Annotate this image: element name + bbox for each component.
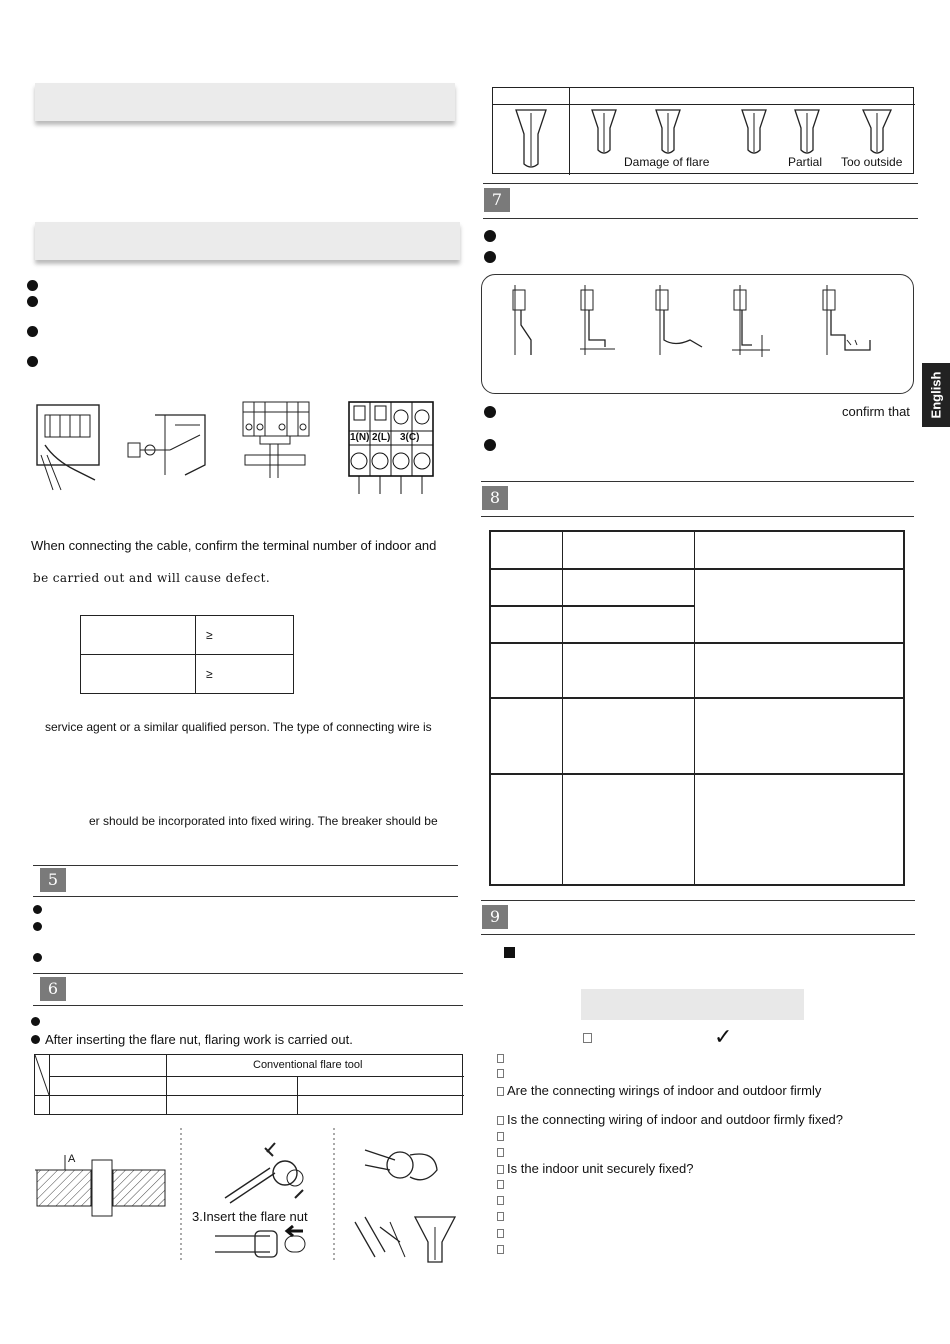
- table-grid: [491, 697, 903, 699]
- divider: [33, 1005, 463, 1006]
- divider: [481, 516, 914, 517]
- table-grid: [694, 532, 695, 884]
- checklist-checkbox[interactable]: [497, 1069, 504, 1078]
- checklist-checkbox[interactable]: [497, 1132, 504, 1141]
- checklist-checkbox[interactable]: [497, 1148, 504, 1157]
- section-9-number: 9: [482, 905, 508, 929]
- too-outside-label: Too outside: [841, 155, 903, 169]
- bullet: [27, 356, 38, 367]
- table-grid: [491, 605, 695, 607]
- terminal-label-2: 2(L): [372, 432, 391, 443]
- divider: [481, 934, 915, 935]
- section-7-number: 7: [484, 188, 510, 212]
- flare-dimension-illustration: [35, 1150, 167, 1220]
- divider: [33, 896, 458, 897]
- checklist-checkbox[interactable]: [497, 1245, 504, 1254]
- flare-instruction: After inserting the flare nut, flaring work is carried out.: [45, 1032, 353, 1047]
- dimension-a-label: A: [68, 1153, 76, 1165]
- drain-example-4: [722, 285, 772, 360]
- table-grid: [491, 773, 903, 775]
- wiring-note-line2: be carried out and will cause defect.: [33, 571, 271, 585]
- checklist-checkbox[interactable]: [497, 1116, 504, 1125]
- header-band-1: [35, 83, 455, 121]
- terminal-block-illustration: [348, 401, 434, 495]
- wire-label-cell: [81, 616, 196, 655]
- pipe-cutter-illustration: [215, 1138, 315, 1208]
- section-5-number: 5: [40, 868, 66, 892]
- bullet: [33, 953, 42, 962]
- checklist-checkbox[interactable]: [497, 1180, 504, 1189]
- bullet: [31, 1017, 40, 1026]
- table-row: [81, 655, 294, 694]
- divider: [481, 481, 914, 482]
- square-bullet: [504, 947, 515, 958]
- insert-flare-nut-label: 3.Insert the flare nut: [192, 1209, 308, 1224]
- divider: [483, 218, 918, 219]
- bullet: [31, 1035, 40, 1044]
- drain-example-3: [650, 285, 705, 355]
- bullet: [27, 280, 38, 291]
- table-grid: [35, 1095, 464, 1096]
- dotted-divider: [333, 1128, 335, 1263]
- checklist-checkbox[interactable]: [497, 1165, 504, 1174]
- bullet: [33, 905, 42, 914]
- service-agent-line: service agent or a similar qualified person. The type of connecting wire is: [45, 720, 432, 734]
- section-8-table: [489, 530, 905, 886]
- checklist-item: Is the indoor unit securely fixed?: [507, 1161, 694, 1176]
- damaged-flare-illustration-3: [740, 108, 768, 156]
- bullet: [33, 922, 42, 931]
- bullet: [27, 326, 38, 337]
- divider: [483, 183, 918, 184]
- wire-size-table: [80, 615, 294, 694]
- terminal-block-small-illustration: [240, 400, 312, 480]
- divider: [33, 973, 463, 974]
- clamp-screw-illustration: [125, 405, 210, 485]
- header-band-2: [35, 222, 460, 260]
- wire-value-cell: ≥: [196, 655, 294, 694]
- confirm-that-text: confirm that: [842, 404, 910, 419]
- drain-example-5: [815, 285, 875, 360]
- diagonal-cell-line: [35, 1055, 49, 1095]
- terminal-label-3: 3(C): [400, 432, 420, 443]
- checklist-checkbox[interactable]: [497, 1212, 504, 1221]
- flare-tool-table: [34, 1054, 463, 1115]
- table-grid: [493, 104, 915, 105]
- breaker-line: er should be incorporated into fixed wiring. The breaker should be: [89, 814, 438, 828]
- outside-flare-illustration: [861, 108, 893, 156]
- section-8-number: 8: [482, 486, 508, 510]
- checklist-checkbox[interactable]: [497, 1229, 504, 1238]
- checklist-checkbox[interactable]: [497, 1196, 504, 1205]
- table-grid: [562, 532, 563, 884]
- checklist-checkbox[interactable]: [497, 1087, 504, 1096]
- checkbox-header[interactable]: [583, 1033, 592, 1043]
- hand-tighten-illustration: [365, 1135, 440, 1190]
- wire-value-cell: ≥: [196, 616, 294, 655]
- bullet: [484, 439, 496, 451]
- bullet: [484, 230, 496, 242]
- table-grid: [491, 568, 903, 570]
- divider: [481, 900, 915, 901]
- good-flare-illustration: [514, 108, 548, 170]
- language-tab-label: English: [928, 371, 944, 419]
- table-grid: [49, 1076, 464, 1077]
- bullet: [484, 251, 496, 263]
- table-grid: [166, 1055, 167, 1115]
- drain-example-2: [575, 285, 620, 355]
- partial-flare-illustration: [793, 108, 821, 156]
- checklist-checkbox[interactable]: [497, 1054, 504, 1063]
- wiring-note-line1: When connecting the cable, confirm the terminal number of indoor and: [31, 538, 437, 553]
- bullet: [484, 406, 496, 418]
- damage-of-flare-label: Damage of flare: [624, 155, 710, 169]
- check-mark: ✓: [714, 1025, 733, 1050]
- table-grid: [491, 642, 903, 644]
- flare-nut-illustration: [215, 1226, 310, 1261]
- flare-tool-header: Conventional flare tool: [253, 1059, 363, 1071]
- bullet: [27, 296, 38, 307]
- drain-example-1: [505, 285, 545, 355]
- wire-label-cell: [81, 655, 196, 694]
- damaged-flare-illustration-1: [590, 108, 618, 156]
- section-6-number: 6: [40, 977, 66, 1001]
- flaring-tool-illustration: [350, 1212, 460, 1267]
- indoor-unit-wiring-illustration: [35, 400, 105, 492]
- table-grid: [569, 88, 570, 175]
- damaged-flare-illustration-2: [654, 108, 682, 156]
- dotted-divider: [180, 1128, 182, 1263]
- checklist-item: Is the connecting wiring of indoor and outdoor firmly fixed?: [507, 1112, 844, 1127]
- checklist-header-band: [581, 989, 804, 1020]
- divider: [33, 865, 458, 866]
- table-grid: [49, 1055, 50, 1115]
- terminal-label-1: 1(N): [350, 432, 370, 443]
- table-row: [81, 616, 294, 655]
- partial-label: Partial: [788, 155, 823, 169]
- checklist-item: Are the connecting wirings of indoor and outdoor firmly: [507, 1083, 822, 1098]
- language-tab[interactable]: [922, 363, 950, 427]
